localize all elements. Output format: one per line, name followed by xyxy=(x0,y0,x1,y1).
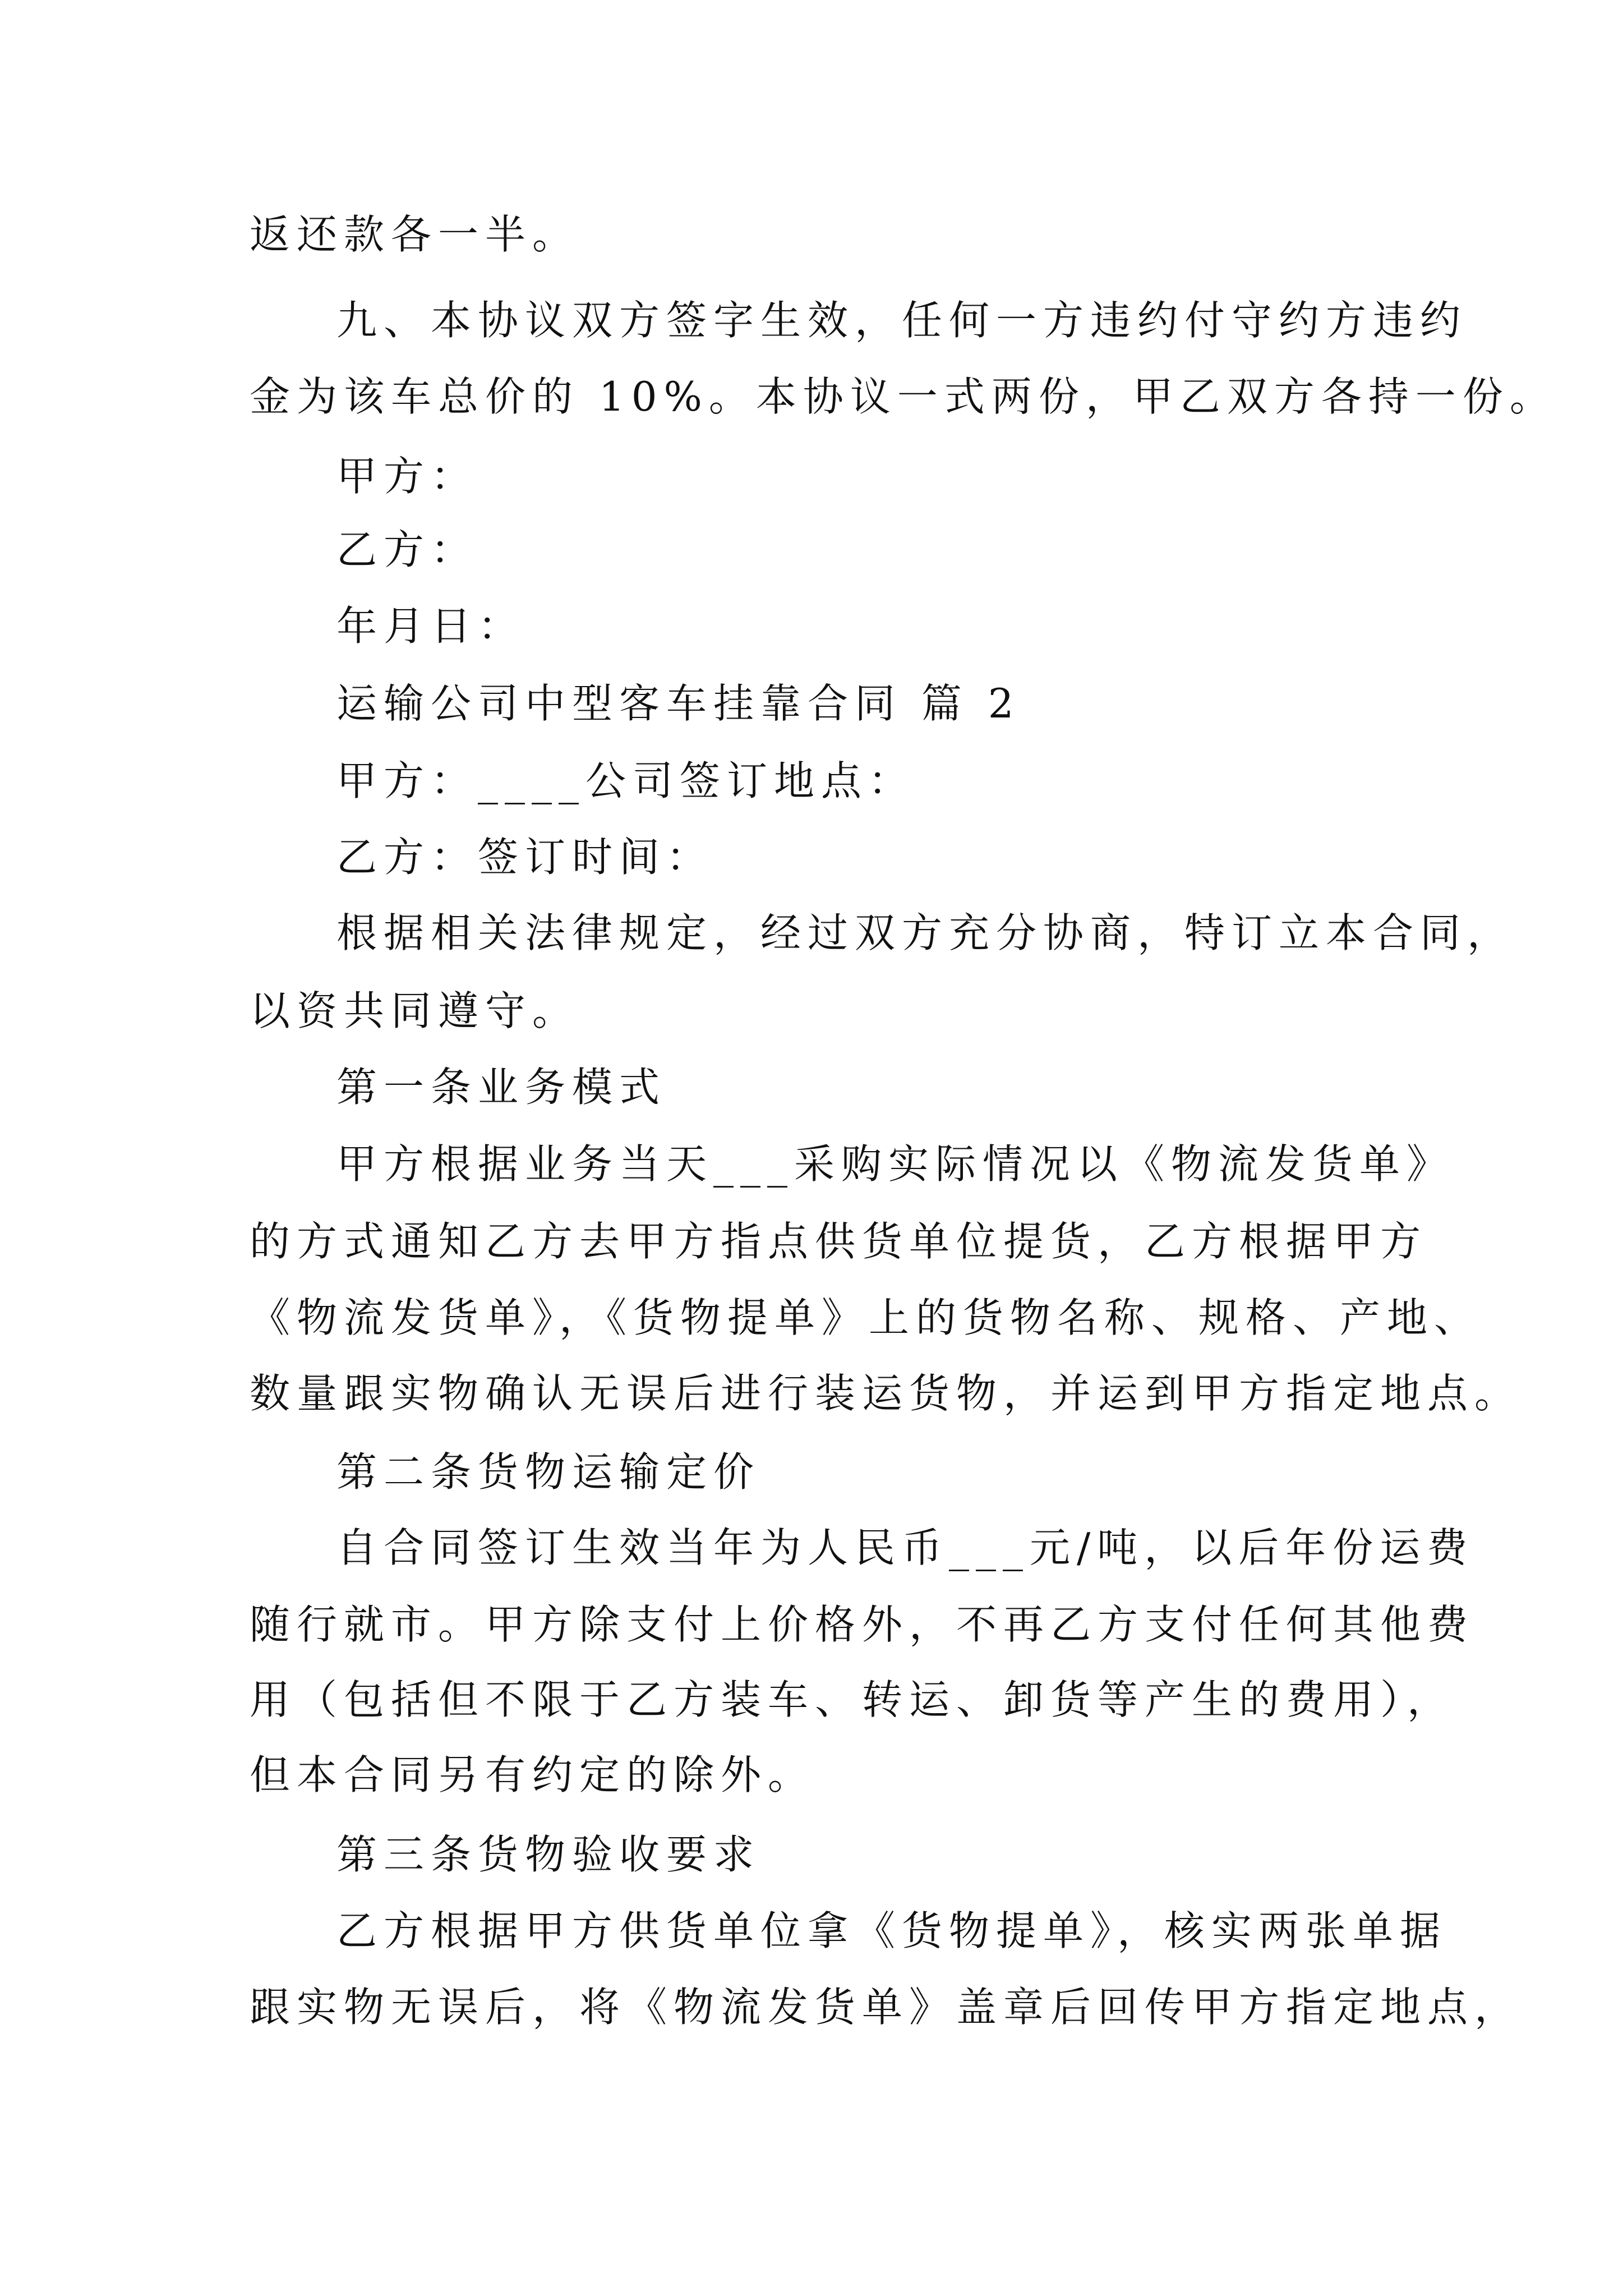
party-a-line: 甲方：____公司签订地点： xyxy=(336,757,916,804)
signature-party-a: 甲方： xyxy=(336,453,478,500)
paragraph-line: 《物流发货单》，《货物提单》上的货物名称、规格、产地、 xyxy=(250,1294,1482,1341)
article-heading: 第二条货物运输定价 xyxy=(336,1448,761,1496)
paragraph-line: 但本合同另有约定的除外。 xyxy=(250,1751,815,1798)
paragraph-line: 自合同签订生效当年为人民币___元/吨，以后年份运费 xyxy=(336,1524,1474,1571)
paragraph-line: 根据相关法律规定，经过双方充分协商，特订立本合同， xyxy=(336,909,1515,956)
article-heading: 第一条业务模式 xyxy=(336,1064,667,1111)
section-heading: 运输公司中型客车挂靠合同 篇 2 xyxy=(336,680,1021,727)
paragraph-line: 九、本协议双方签字生效，任何一方违约付守约方违约 xyxy=(336,297,1468,344)
paragraph-line: 金为该车总价的 10%。本协议一式两份，甲乙双方各持一份。 xyxy=(250,373,1557,420)
paragraph-line: 随行就市。甲方除支付上价格外，不再乙方支付任何其他费 xyxy=(250,1601,1475,1648)
paragraph-line: 的方式通知乙方去甲方指点供货单位提货，乙方根据甲方 xyxy=(250,1218,1428,1265)
paragraph-line: 数量跟实物确认无误后进行装运货物，并运到甲方指定地点。 xyxy=(250,1370,1522,1417)
paragraph-line: 甲方根据业务当天___采购实际情况以《物流发货单》 xyxy=(336,1140,1454,1188)
signature-date: 年月日： xyxy=(336,602,525,650)
paragraph-line: 跟实物无误后，将《物流发货单》盖章后回传甲方指定地点， xyxy=(250,1984,1522,2031)
paragraph-line: 返还款各一半。 xyxy=(250,211,580,258)
paragraph-line: 乙方根据甲方供货单位拿《货物提单》，核实两张单据 xyxy=(336,1907,1447,1954)
signature-party-b: 乙方： xyxy=(336,526,478,573)
paragraph-line: 用（包括但不限于乙方装车、转运、卸货等产生的费用）， xyxy=(250,1676,1455,1723)
party-b-line: 乙方：签订时间： xyxy=(336,834,714,881)
article-heading: 第三条货物验收要求 xyxy=(336,1831,761,1878)
paragraph-line: 以资共同遵守。 xyxy=(250,987,580,1034)
